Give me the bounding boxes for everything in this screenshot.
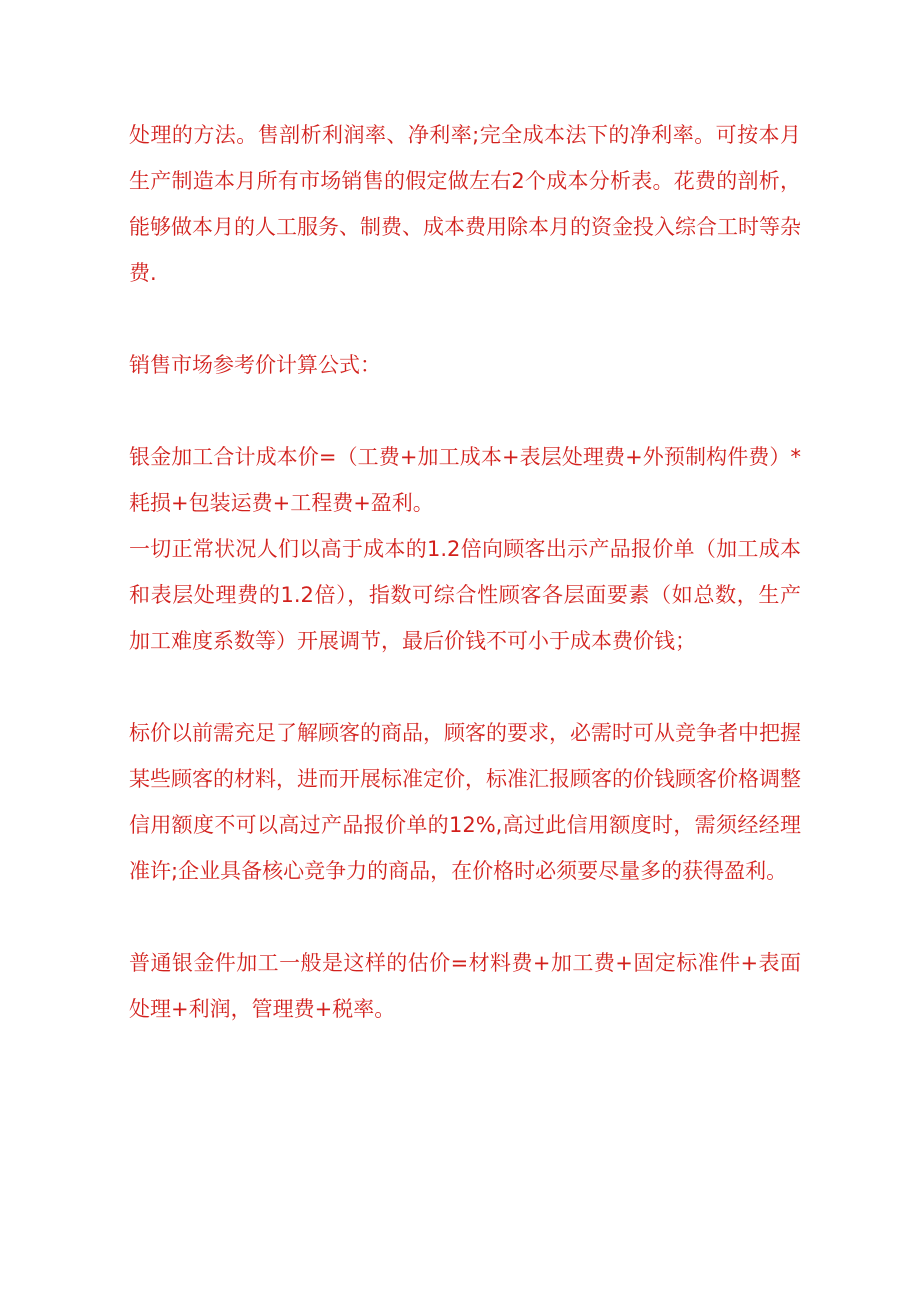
paragraph-cost-analysis: 处理的方法。售剖析利润率、净利率;完全成本法下的净利率。可按本月生产制造本月所有市场销售的假定做左右2个成本分析表。花费的剖析，能够做本月的人工服务、制费、成本费用除本月的资金投入综合工时等杂费. (129, 123, 801, 285)
paragraph-formula-heading: 销售市场参考价计算公式： (129, 353, 381, 377)
paragraph-total-cost-formula: 银金加工合计成本价=（工费+加工成本+表层处理费+外预制构件费）*耗损+包装运费+工程费+盈利。 (129, 445, 801, 515)
paragraph-pricing-policy: 标价以前需充足了解顾客的商品，顾客的要求，必需时可从竞争者中把握某些顾客的材料，进而开展标准定价，标准汇报顾客的价钱顾客价格调整信用额度不可以高过产品报价单的12%,高过此信用额度时，需须经经理准许;企业具备核心竞争力的商品，在价格时必须要尽量多的获得盈利。 (129, 721, 801, 883)
paragraph-gap (129, 664, 801, 710)
paragraph-gap (129, 894, 801, 940)
paragraph-estimate-formula: 普通银金件加工一般是这样的估价=材料费+加工费+固定标准件+表面处理+利润，管理费+税率。 (129, 951, 801, 1021)
paragraph-gap (129, 388, 801, 434)
paragraph-gap (129, 296, 801, 342)
document-body (129, 112, 801, 1032)
paragraph-quotation-rule: 一切正常状况人们以高于成本的1.2倍向顾客出示产品报价单（加工成本和表层处理费的1.2倍），指数可综合性顾客各层面要素（如总数，生产加工难度系数等）开展调节，最后价钱不可小于成本费价钱； (129, 537, 801, 653)
